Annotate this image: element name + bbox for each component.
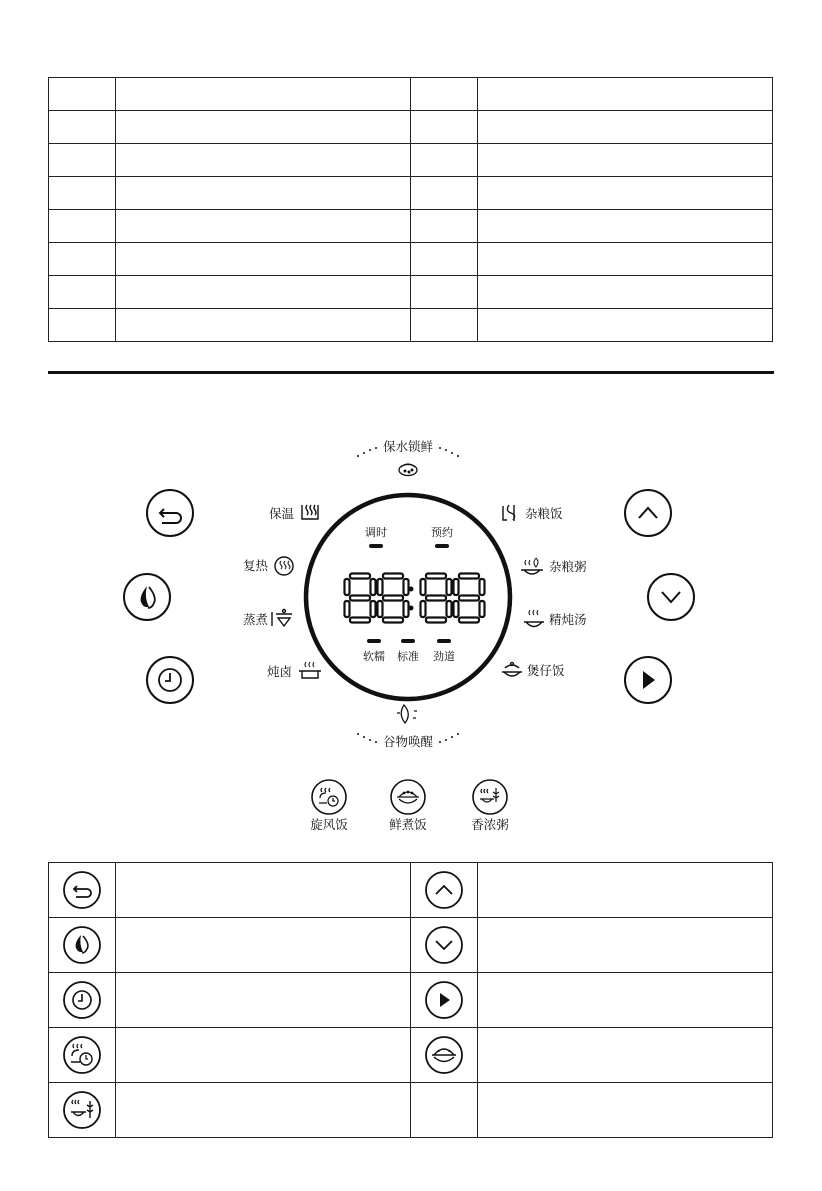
legend-icon-cell [49,863,116,918]
table-row [49,243,773,276]
clock-button[interactable] [147,657,193,703]
porridge-button[interactable] [473,780,507,814]
display-label-reserve: 预约 [431,526,453,539]
reheat-icon [275,557,293,575]
function-stew: 炖卤 [266,664,292,679]
legend-text-cell [116,863,411,918]
cyclone-rice-icon [62,1035,102,1075]
display-segment [480,601,485,617]
porridge-label: 香浓粥 [471,817,509,832]
steam-icon [272,610,292,627]
control-panel [0,380,822,850]
indicator-soft [367,639,381,643]
legend-table [48,862,773,1138]
drop-icon [62,925,102,965]
display-segment [421,579,426,595]
clock-icon [159,669,181,691]
table-row [49,276,773,309]
table-row [49,918,773,973]
display-segment [383,596,403,601]
clock-icon [62,980,102,1020]
legend-icon-cell [49,973,116,1028]
display-segment [345,601,350,617]
display-segment [378,601,383,617]
legend-text-cell [116,1028,411,1083]
legend-icon-cell [411,863,478,918]
legend-icon-cell [49,918,116,973]
up-icon [639,508,657,518]
down-button[interactable] [648,574,694,620]
stew-icon [299,662,321,678]
display-segment [350,574,370,579]
up-icon [424,870,464,910]
legend-icon-cell [411,973,478,1028]
display-segment [459,618,479,623]
table-row [49,144,773,177]
fresh-rice-label: 鲜煮饭 [389,817,427,832]
down-icon [424,925,464,965]
legend-text-cell [478,918,773,973]
arc-bottom-label: 谷物唤醒 [382,734,434,749]
display-digits [345,574,485,623]
display-segment [383,618,403,623]
legend-icon-cell [411,1028,478,1083]
fresh-rice-icon [424,1035,464,1075]
fresh-rice-button[interactable] [391,780,425,814]
function-reheat: 复热 [242,558,268,573]
cyclone-rice-button[interactable] [312,780,346,814]
top-table [48,77,773,342]
display-segment [447,601,452,617]
soup-icon [524,610,544,627]
display-segment [345,579,350,595]
display-label-chewy: 劲道 [433,650,455,663]
legend-text-cell [478,973,773,1028]
function-mixed-grain-porridge: 杂粮粥 [549,559,587,574]
legend-icon-cell [411,1083,478,1138]
fresh-rice-icon [397,791,419,803]
display-segment [383,574,403,579]
table-row [49,309,773,342]
play-icon [424,980,464,1020]
display-segment [480,579,485,595]
legend-icon-cell [411,918,478,973]
display-segment [459,596,479,601]
cyclone-rice-label: 旋风饭 [310,817,348,832]
legend-text-cell [116,918,411,973]
legend-text-cell [116,1083,411,1138]
display-label-soft: 软糯 [363,650,385,663]
display-segment [426,574,446,579]
display-label-timing: 调时 [365,526,387,539]
table-row [49,210,773,243]
indicator-chewy [437,639,451,643]
table-row [49,1028,773,1083]
display-segment [371,579,376,595]
up-button[interactable] [625,490,671,536]
table-row [49,111,773,144]
display-segment [378,579,383,595]
function-keep-warm: 保温 [268,506,294,521]
display-segment [454,601,459,617]
drop-icon [141,586,155,608]
mixed-grain-porridge-icon [521,558,543,574]
table-row [49,177,773,210]
arc-top-label: 保水锁鲜 [382,439,434,454]
table-row [49,863,773,918]
legend-text-cell [478,863,773,918]
display-segment [350,618,370,623]
display-segment [454,579,459,595]
display-segment [371,601,376,617]
back-icon [62,870,102,910]
back-icon [160,509,181,523]
display-segment [426,618,446,623]
table-row [49,973,773,1028]
display-colon [409,606,414,611]
indicator-standard [401,639,415,643]
legend-text-cell [478,1083,773,1138]
section-divider [48,371,774,374]
table-row [49,78,773,111]
cyclone-rice-icon [319,788,338,806]
indicator-timing [369,544,383,548]
play-button[interactable] [625,657,671,703]
display-segment [447,579,452,595]
display-segment [426,596,446,601]
down-icon [662,592,680,602]
porridge-icon [480,788,499,802]
function-soup: 精炖汤 [549,612,587,627]
display-segment [404,579,409,595]
display-segment [459,574,479,579]
function-claypot-rice: 煲仔饭 [527,663,565,678]
legend-text-cell [116,973,411,1028]
display-colon [409,587,414,592]
water-lock-icon [399,464,417,476]
keep-warm-icon [302,505,318,519]
display-label-standard: 标准 [397,650,419,663]
function-mixed-grain-rice: 杂粮饭 [525,506,563,521]
function-steam: 蒸煮 [242,612,268,627]
display-segment [350,596,370,601]
display-segment [421,601,426,617]
claypot-rice-icon [502,663,522,677]
drop-button[interactable] [124,574,170,620]
mixed-grain-rice-icon [503,505,515,521]
legend-text-cell [478,1028,773,1083]
table-row [49,1083,773,1138]
back-button[interactable] [147,490,193,536]
indicator-reserve [435,544,449,548]
grain-awake-icon [397,705,417,723]
porridge-icon [62,1090,102,1130]
legend-icon-cell [49,1028,116,1083]
legend-icon-cell [49,1083,116,1138]
display-segment [404,601,409,617]
play-icon [643,671,655,689]
